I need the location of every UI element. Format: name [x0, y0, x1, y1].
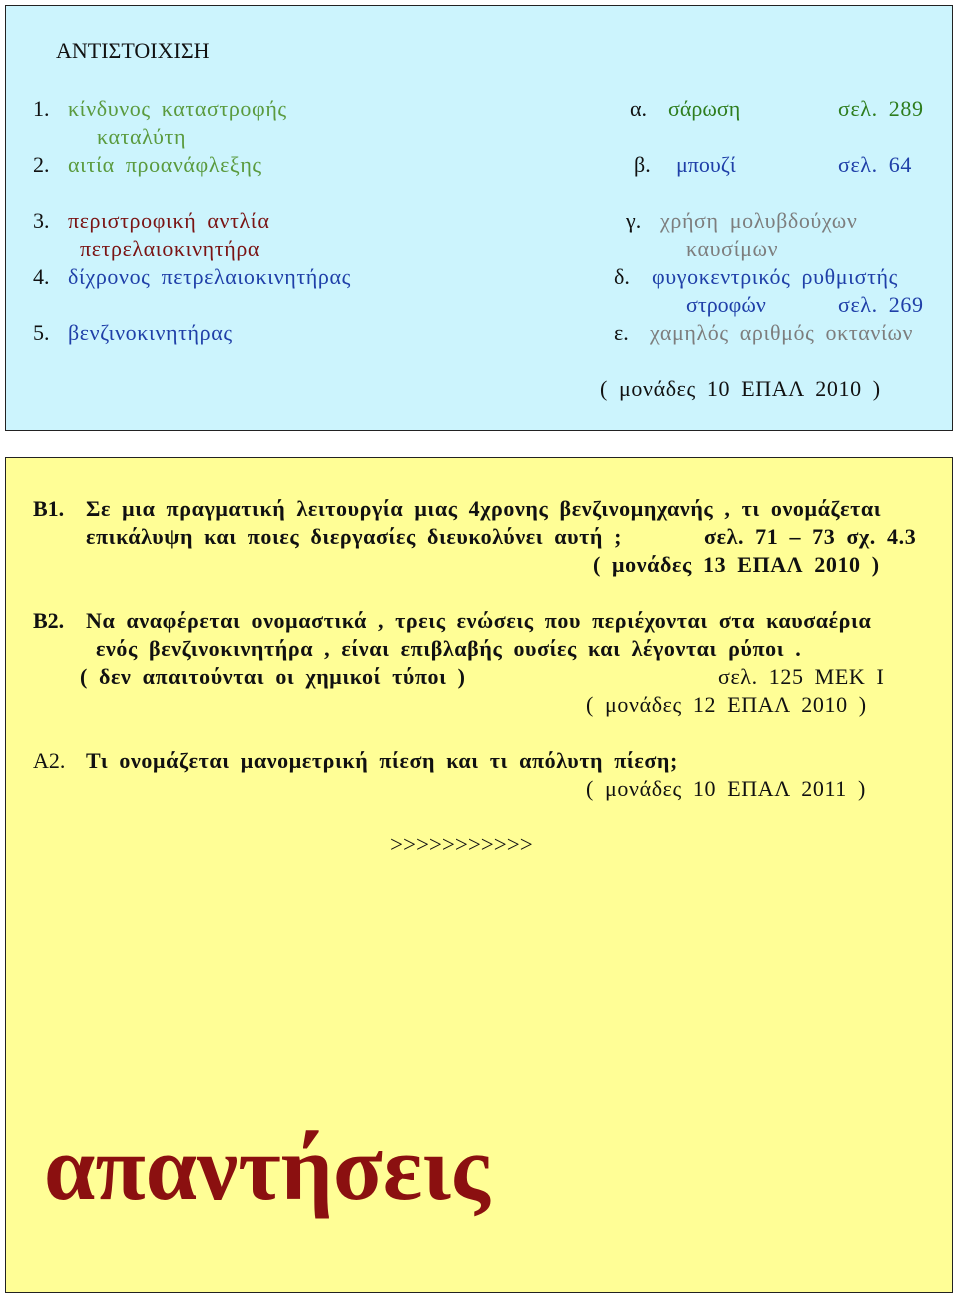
question-a2-line1: Τι ονομάζεται μανομετρική πίεση και τι απόλυτη πίεση; [86, 748, 678, 773]
continue-marker: >>>>>>>>>>> [390, 832, 533, 857]
option-b-page: σελ. 64 [838, 152, 912, 177]
question-b2-marks: ( μονάδες 12 ΕΠΑΛ 2010 ) [586, 692, 867, 717]
question-b2-reference: σελ. 125 ΜΕΚ Ι [718, 664, 885, 689]
item-1-text-cont: καταλύτη [97, 124, 187, 149]
question-b1-label: Β1. [33, 496, 65, 521]
option-e-letter: ε. [614, 320, 629, 345]
item-5-text: βενζινοκινητήρας [68, 320, 233, 345]
option-d-page: σελ. 269 [838, 292, 924, 317]
item-3-text-cont: πετρελαιοκινητήρα [80, 236, 261, 261]
question-a2-marks: ( μονάδες 10 ΕΠΑΛ 2011 ) [586, 776, 866, 801]
question-b1-reference: σελ. 71 – 73 σχ. 4.3 [704, 524, 917, 549]
matching-marks: ( μονάδες 10 ΕΠΑΛ 2010 ) [600, 376, 881, 401]
item-2-number: 2. [33, 152, 50, 177]
question-b2-note: ( δεν απαιτούνται οι χημικοί τύποι ) [80, 664, 466, 689]
item-1-number: 1. [33, 96, 50, 121]
answers-heading: απαντήσεις [44, 1117, 490, 1219]
item-3-text: περιστροφική αντλία [68, 208, 270, 233]
option-a-text: σάρωση [668, 96, 741, 121]
option-e-text: χαμηλός αριθμός οκτανίων [650, 320, 914, 345]
item-4-number: 4. [33, 264, 50, 289]
matching-title: ΑΝΤΙΣΤΟΙΧΙΣΗ [56, 38, 210, 63]
item-1-text: κίνδυνος καταστροφής [68, 96, 287, 121]
question-a2-label: Α2. [33, 748, 66, 773]
option-c-text: χρήση μολυβδούχων [660, 208, 858, 233]
option-d-text-cont: στροφών [686, 292, 766, 317]
option-b-letter: β. [634, 152, 651, 177]
question-b1-marks: ( μονάδες 13 ΕΠΑΛ 2010 ) [593, 552, 880, 577]
item-5-number: 5. [33, 320, 50, 345]
question-b1-line1: Σε μια πραγματική λειτουργία μιας 4χρονης βενζινομηχανής , τι ονομάζεται [86, 496, 882, 521]
option-d-text: φυγοκεντρικός ρυθμιστής [652, 264, 898, 289]
item-4-text: δίχρονος πετρελαιοκινητήρας [68, 264, 351, 289]
option-c-text-cont: καυσίμων [686, 236, 779, 261]
option-d-letter: δ. [614, 264, 630, 289]
option-a-page: σελ. 289 [838, 96, 924, 121]
question-b1-line2: επικάλυψη και ποιες διεργασίες διευκολύνει αυτή ; [86, 524, 623, 549]
question-b2-line2: ενός βενζινοκινητήρα , είναι επιβλαβής ουσίες και λέγονται ρύποι . [96, 636, 802, 661]
option-c-letter: γ. [626, 208, 642, 233]
item-2-text: αιτία προανάφλεξης [68, 152, 262, 177]
item-3-number: 3. [33, 208, 50, 233]
question-b2-label: Β2. [33, 608, 65, 633]
question-b2-line1: Να αναφέρεται ονομαστικά , τρεις ενώσεις που περιέχονται στα καυσαέρια [86, 608, 872, 633]
option-b-text: μπουζί [676, 152, 736, 177]
option-a-letter: α. [630, 96, 648, 121]
